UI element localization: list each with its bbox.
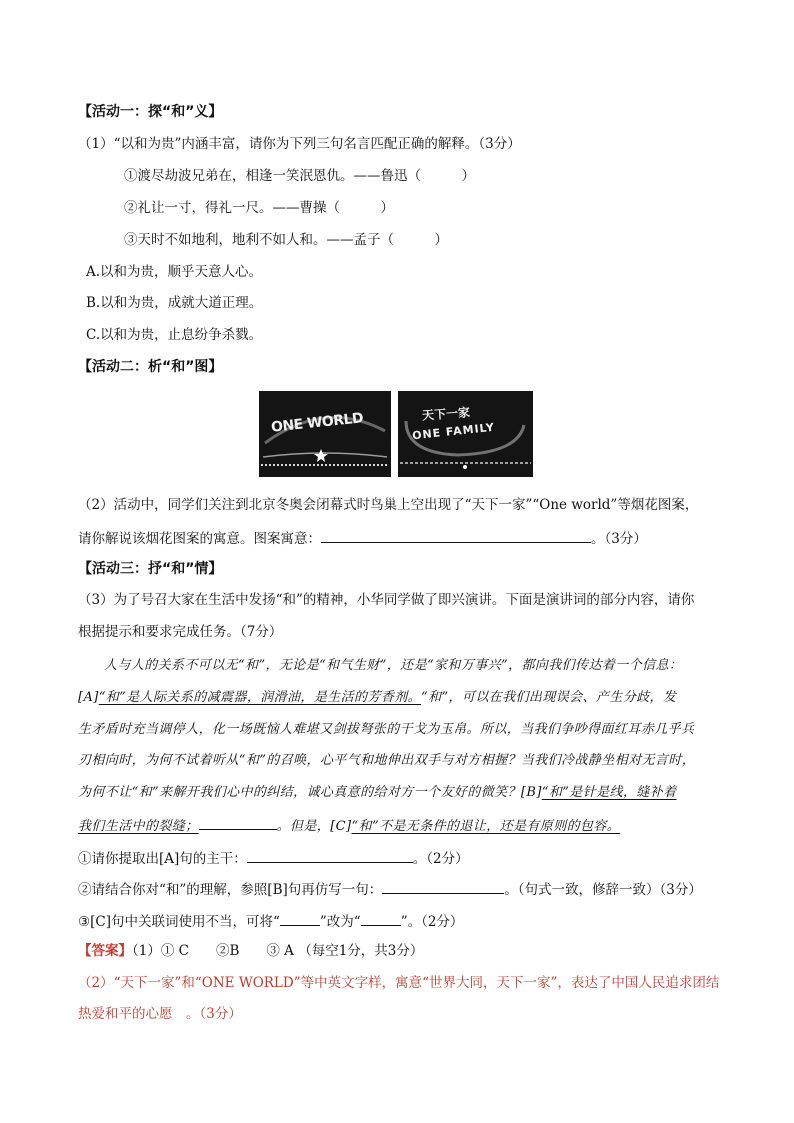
task-1-prompt: ①请你提取出[A]句的主干： xyxy=(78,851,247,867)
question-3-line2: 根据提示和要求完成任务。（7分） xyxy=(78,624,283,640)
tianxia-yijia-label: 天下一家 xyxy=(421,405,471,423)
answer-q1: （1）① C ②B ③ A （每空1分，共3分） xyxy=(132,943,424,959)
answer-line-1 xyxy=(78,942,423,960)
task-3-score: ”。（2分） xyxy=(400,914,464,930)
answer-line-3: 热爱和平的心愿 。（3分） xyxy=(78,1006,242,1022)
one-world-fireworks-photo xyxy=(259,391,391,477)
option-b: B.以和为贵，成就大道正理。 xyxy=(86,295,263,311)
speech-line-2 xyxy=(78,689,676,707)
sentence-a-label: [A] xyxy=(78,690,99,705)
sentence-b-part2: 我们生活中的裂缝； xyxy=(78,819,199,834)
task-1 xyxy=(78,848,469,868)
answer-blank-task1[interactable] xyxy=(247,848,413,863)
task-3 xyxy=(78,911,463,931)
activity2-heading: 【活动二：析“和”图】 xyxy=(78,359,223,375)
answer-tag: 【答案】 xyxy=(78,943,132,959)
option-c: C.以和为贵，止息纷争杀戮。 xyxy=(86,327,263,343)
one-world-label: ONE WORLD xyxy=(270,410,364,436)
option-a: A.以和为贵，顺乎天意人心。 xyxy=(86,264,263,280)
activity1-heading: 【活动一：探“和”义】 xyxy=(78,104,223,120)
answer-blank-task3-from[interactable] xyxy=(280,911,320,926)
speech-line-2-rest: “和”，可以在我们出现误会、产生分歧，发 xyxy=(421,690,677,705)
quote-2: ②礼让一寸，得礼一尺。——曹操（ ） xyxy=(124,200,394,216)
one-family-fireworks-photo xyxy=(398,391,533,477)
answer-blank-q2[interactable] xyxy=(321,528,591,543)
speech-line-5-text: 为何不让“和”来解开我们心中的纠结，诚心真意的给对方一个友好的微笑？[B] xyxy=(78,785,542,800)
task-2 xyxy=(78,879,702,899)
speech-line-6-mid: 。但是，[C] xyxy=(276,819,352,834)
answer-blank-task3-to[interactable] xyxy=(361,911,401,926)
answer-blank-task2[interactable] xyxy=(382,879,504,894)
task-1-score: 。（2分） xyxy=(412,851,469,867)
quote-3: ③天时不如地利，地利不如人和。——孟子（ ） xyxy=(124,232,448,248)
sentence-a: “和”是人际关系的减震器，润滑油，是生活的芳香剂。 xyxy=(98,690,422,705)
sentence-c: “和”不是无条件的退让，还是有原则的包容。 xyxy=(351,819,621,834)
task-2-prompt: ②请结合你对“和”的理解，参照[B]句再仿写一句： xyxy=(78,882,383,898)
question-3-line1: （3）为了号召大家在生活中发扬“和”的精神，小华同学做了即兴演讲。下面是演讲词的部分内容，请你 xyxy=(78,592,695,608)
speech-line-6 xyxy=(78,815,620,836)
sentence-b-part1: “和”是针是线，缝补着 xyxy=(541,785,677,800)
speech-line-5 xyxy=(78,784,677,802)
fireworks-photos xyxy=(259,391,533,477)
answer-blank-speech[interactable] xyxy=(199,815,277,830)
answer-line-2: （2）“天下一家”和“ONE WORLD”等中英文字样，寓意“世界大同，天下一家”，表达了中国人民追求团结 xyxy=(78,975,720,991)
speech-line-3: 生矛盾时充当调停人，化一场既恼人难堪又剑拔弩张的干戈为玉帛。所以，当我们争吵得面红耳赤几乎兵 xyxy=(78,722,695,737)
question-2-score: 。（3分） xyxy=(591,531,647,547)
task-3-middle: ”改为“ xyxy=(319,914,361,930)
task-2-score: 。（句式一致，修辞一致）（3分） xyxy=(504,882,702,898)
speech-line-1: 人与人的关系不可以无“和”，无论是“和气生财”，还是“家和万事兴”，都向我们传达着一个信息： xyxy=(104,658,683,673)
question-2-prompt: 请你解说该烟花图案的寓意。图案寓意： xyxy=(78,531,321,547)
question-1: （1）“以和为贵”内涵丰富，请你为下列三句名言匹配正确的解释。（3分） xyxy=(78,136,521,152)
question-2-line1: （2）活动中，同学们关注到北京冬奥会闭幕式时鸟巢上空出现了“天下一家”“One world”等烟花图案， xyxy=(78,497,699,513)
quote-1: ①渡尽劫波兄弟在，相逢一笑泯恩仇。——鲁迅（ ） xyxy=(124,168,475,184)
activity3-heading: 【活动三：抒“和”情】 xyxy=(78,561,223,577)
speech-line-4: 刃相向时，为何不试着听从“和”的召唤，心平气和地伸出双手与对方相握？当我们冷战静坐相对无言时， xyxy=(78,753,696,768)
task-3-prompt: ③[C]句中关联词使用不当，可将“ xyxy=(78,914,280,930)
one-family-label: ONE FAMILY xyxy=(411,420,496,443)
question-2-line2 xyxy=(78,528,647,548)
